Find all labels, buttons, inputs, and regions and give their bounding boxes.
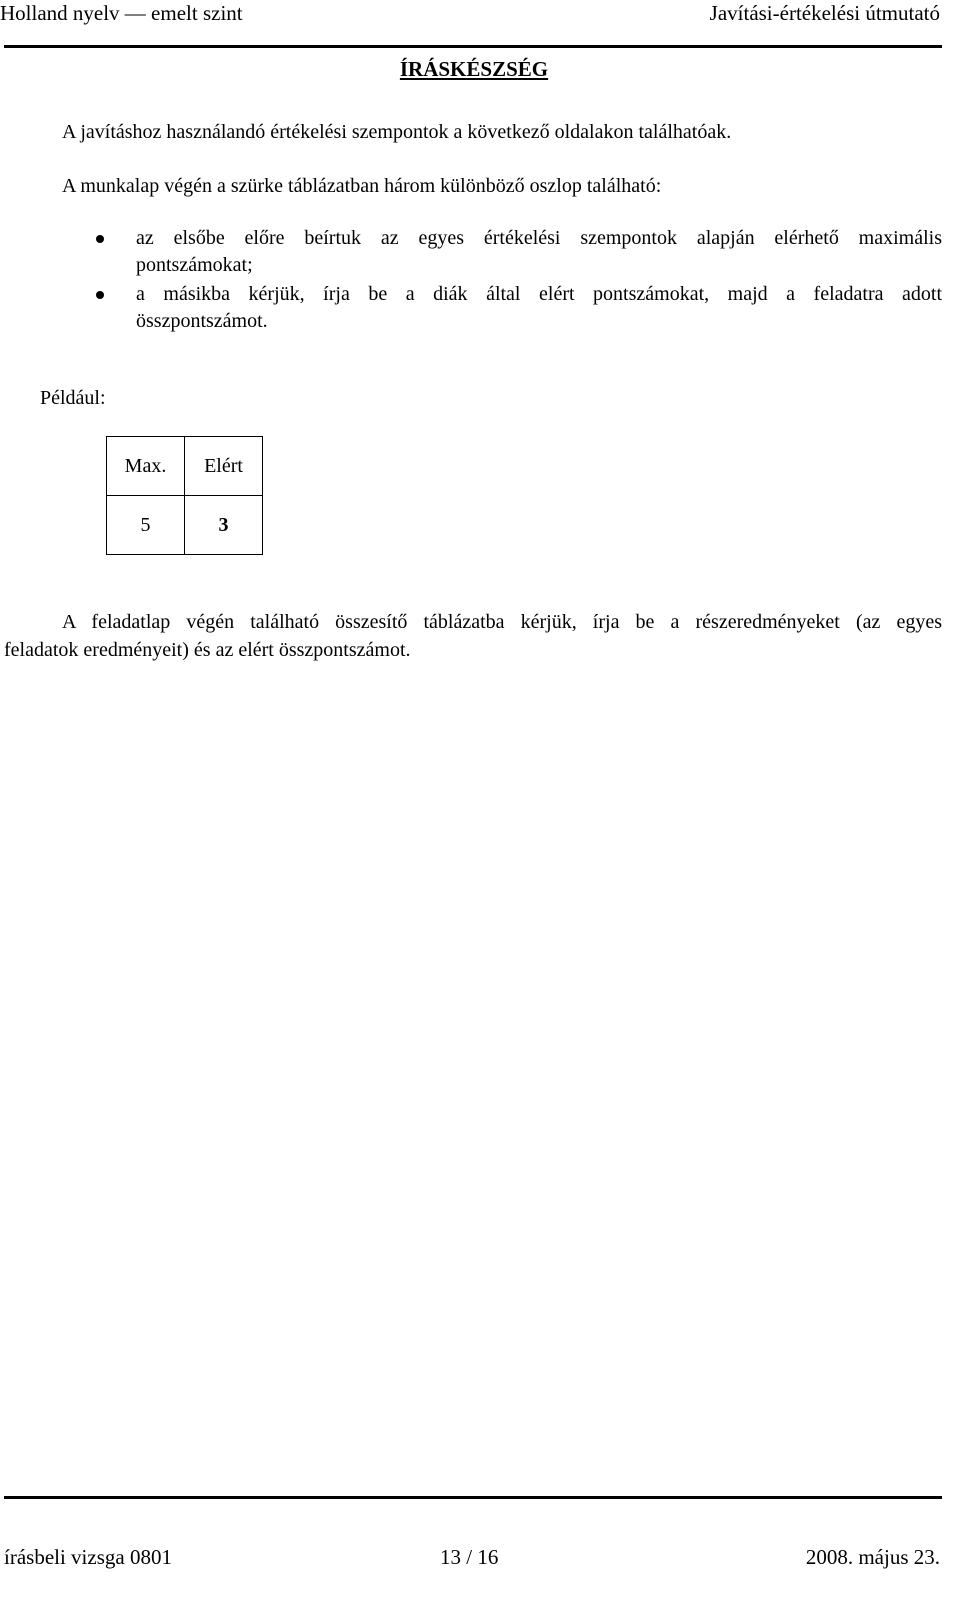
- example-label: Például:: [40, 387, 106, 409]
- bullet-icon: [96, 235, 104, 243]
- intro-line-1: A javításhoz használandó értékelési szempontok a következő oldalakon találhatóak.: [62, 121, 732, 143]
- list-item: [96, 281, 942, 335]
- closing-line-2: feladatok eredményeit) és az elért összpontszámot.: [4, 639, 411, 661]
- header-divider: [4, 45, 942, 48]
- bullet-text-line-1: a másikba kérjük, írja be a diák által elért pontszámokat, majd a feladatra adott: [136, 283, 942, 305]
- intro-line-2: A munkalap végén a szürke táblázatban három különböző oszlop található:: [62, 175, 662, 197]
- footer-date: 2008. május 23.: [805, 1545, 940, 1569]
- footer-page-number: 13 / 16: [440, 1545, 499, 1569]
- header-left-title: Holland nyelv — emelt szint: [0, 1, 243, 25]
- table-cell-max-value: 5: [107, 496, 185, 555]
- bullet-icon: [96, 291, 104, 299]
- section-title: ÍRÁSKÉSZSÉG: [399, 57, 549, 81]
- footer-exam-id: írásbeli vizsga 0801: [4, 1545, 172, 1569]
- table-header-row: [107, 437, 263, 496]
- bullet-text-line-1: az elsőbe előre beírtuk az egyes értékelési szempontok alapján elérhető maximális: [136, 227, 942, 249]
- table-cell-achieved-value: 3: [185, 496, 263, 555]
- header-right-title: Javítási-értékelési útmutató: [709, 1, 940, 25]
- table-header-max: Max.: [107, 437, 185, 496]
- example-score-table: [106, 436, 263, 555]
- bullet-text-line-2: összpontszámot.: [136, 310, 268, 332]
- bullet-text-line-2: pontszámokat;: [136, 254, 253, 276]
- footer-divider: [4, 1496, 942, 1499]
- closing-line-1: A feladatlap végén található összesítő táblázatba kérjük, írja be a részeredményeket (az egyes: [62, 611, 942, 633]
- list-item: [96, 225, 942, 279]
- table-row: [107, 496, 263, 555]
- closing-paragraph: [4, 608, 942, 664]
- table-header-achieved: Elért: [185, 437, 263, 496]
